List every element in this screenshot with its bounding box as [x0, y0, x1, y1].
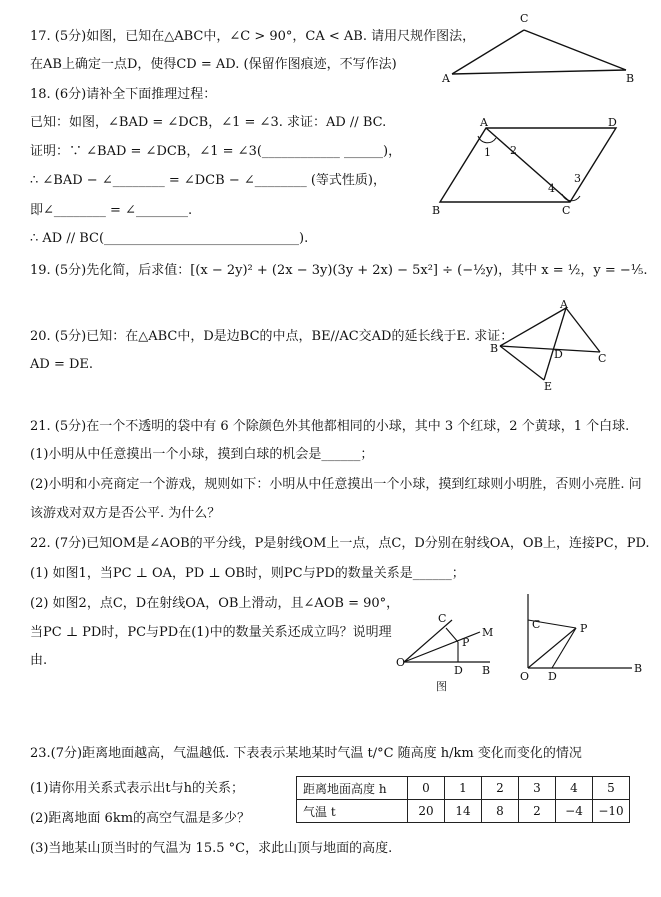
q22-line1: 22. (7分)已知OM是∠AOB的平分线，P是射线OM上一点，点C，D分别在射线OA，OB上，连接PC，PD.	[30, 536, 650, 551]
q17-triangle-figure	[440, 8, 640, 86]
q18-line3: 证明：∵ ∠BAD = ∠DCB，∠1 = ∠3(____________ ______)，	[30, 144, 402, 159]
table-cell: 8	[482, 800, 519, 823]
q22-fig1-label-o: O	[396, 656, 406, 669]
q18-label-b: B	[432, 204, 441, 217]
q18-label-2: 2	[510, 144, 517, 157]
table-cell: 1	[445, 777, 482, 800]
q18-line5: 即∠________ = ∠________.	[30, 203, 193, 218]
table-cell: 20	[408, 800, 445, 823]
q22-fig2-label-c: C	[532, 618, 541, 631]
q17-label-b: B	[626, 72, 635, 85]
q20-label-c: C	[598, 352, 607, 365]
q21-line1: 21. (5分)在一个不透明的袋中有 6 个除颜色外其他都相同的小球，其中 3 个红球，2 个黄球，1 个白球.	[30, 419, 630, 434]
q22-line4: 当PC ⊥ PD时，PC与PD在(1)中的数量关系还成立吗？说明理	[30, 625, 392, 640]
table-cell: 2	[519, 800, 556, 823]
table-header-height: 距离地面高度 h	[297, 777, 408, 800]
q22-line3: (2) 如图2，点C，D在射线OA，OB上滑动，且∠AOB = 90°，	[30, 596, 400, 611]
q22-fig2-label-d: D	[548, 670, 557, 683]
q21-line3: (2)小明和小亮商定一个游戏，规则如下：小明从中任意摸出一个小球，摸到红球则小明胜，否则小亮胜. 问	[30, 477, 642, 492]
q22-figure-2	[514, 588, 648, 684]
q22-fig1-label-d: D	[454, 664, 463, 677]
q18-label-d: D	[608, 116, 617, 129]
q21-line2: (1)小明从中任意摸出一个小球，摸到白球的机会是______；	[30, 447, 374, 462]
q17-label-c: C	[520, 12, 529, 25]
q18-label-1: 1	[484, 146, 491, 159]
q22-fig2-label-b: B	[634, 662, 643, 675]
q18-line1: 18. (6分)请补全下面推理过程：	[30, 87, 217, 102]
q19-text: 19. (5分)先化简，后求值：[(x − 2y)² + (2x − 3y)(3y + 2x) − 5x²] ÷ (−½y)，其中 x = ½，y = −⅕.	[30, 263, 648, 278]
q23-line3: (2)距离地面 6km的高空气温是多少？	[30, 811, 251, 826]
table-row	[297, 800, 630, 823]
q17-label-a: A	[442, 72, 450, 85]
table-cell: 2	[482, 777, 519, 800]
q22-figure-1	[394, 608, 504, 692]
q18-parallelogram-figure	[428, 116, 634, 220]
q21-line4: 该游戏对双方是否公平. 为什么？	[30, 506, 221, 521]
table-cell: 3	[519, 777, 556, 800]
q18-line4: ∴ ∠BAD − ∠________ = ∠DCB − ∠________ (等式性质)，	[30, 173, 387, 188]
table-cell: 4	[556, 777, 593, 800]
q17-line2: 在AB上确定一点D，使得CD = AD. (保留作图痕迹，不写作法)	[30, 57, 397, 72]
q20-label-e: E	[544, 380, 553, 390]
table-header-temperature: 气温 t	[297, 800, 408, 823]
q18-label-a: A	[480, 116, 488, 129]
q23-line1: 23.(7分)距离地面越高，气温越低. 下表表示某地某时气温 t/°C 随高度 h/km 变化而变化的情况	[30, 746, 582, 761]
table-row	[297, 777, 630, 800]
table-cell: −10	[593, 800, 630, 823]
q18-line6: ∴ AD // BC(______________________________).	[30, 231, 309, 246]
q17-line1: 17. (5分)如图，已知在△ABC中，∠C > 90°，CA < AB. 请用尺规作图法，	[30, 29, 476, 44]
q23-data-table	[296, 776, 630, 823]
q20-line2: AD = DE.	[30, 357, 94, 372]
q22-fig2-label-o: O	[520, 670, 530, 683]
table-cell: 5	[593, 777, 630, 800]
q20-line1: 20. (5分)已知：在△ABC中，D是边BC的中点，BE//AC交AD的延长线于E. 求证：	[30, 329, 514, 344]
q22-line2: (1) 如图1，当PC ⊥ OA，PD ⊥ OB时，则PC与PD的数量关系是______；	[30, 566, 465, 581]
q20-label-a: A	[560, 300, 568, 311]
q23-line4: (3)当地某山顶当时的气温为 15.5 °C，求此山顶与地面的高度.	[30, 841, 393, 856]
q18-label-c: C	[562, 204, 571, 217]
table-cell: 14	[445, 800, 482, 823]
q20-label-d: D	[554, 348, 563, 361]
table-cell: 0	[408, 777, 445, 800]
q18-label-4: 4	[548, 182, 555, 195]
q22-line5: 由.	[30, 653, 48, 668]
q22-fig2-label-p: P	[580, 622, 588, 635]
q22-fig1-label-p: P	[462, 636, 470, 649]
q22-fig1-label-c: C	[438, 612, 447, 625]
q22-figure-caption: 图	[436, 680, 447, 692]
table-cell: −4	[556, 800, 593, 823]
q20-triangle-figure	[486, 300, 616, 390]
q22-fig1-label-m: M	[482, 626, 494, 639]
q22-fig1-label-b: B	[482, 664, 491, 677]
q18-label-3: 3	[574, 172, 581, 185]
q18-line2: 已知：如图，∠BAD = ∠DCB，∠1 = ∠3. 求证：AD // BC.	[30, 115, 387, 130]
q20-label-b: B	[490, 342, 499, 355]
q23-line2: (1)请你用关系式表示出t与h的关系；	[30, 781, 245, 796]
